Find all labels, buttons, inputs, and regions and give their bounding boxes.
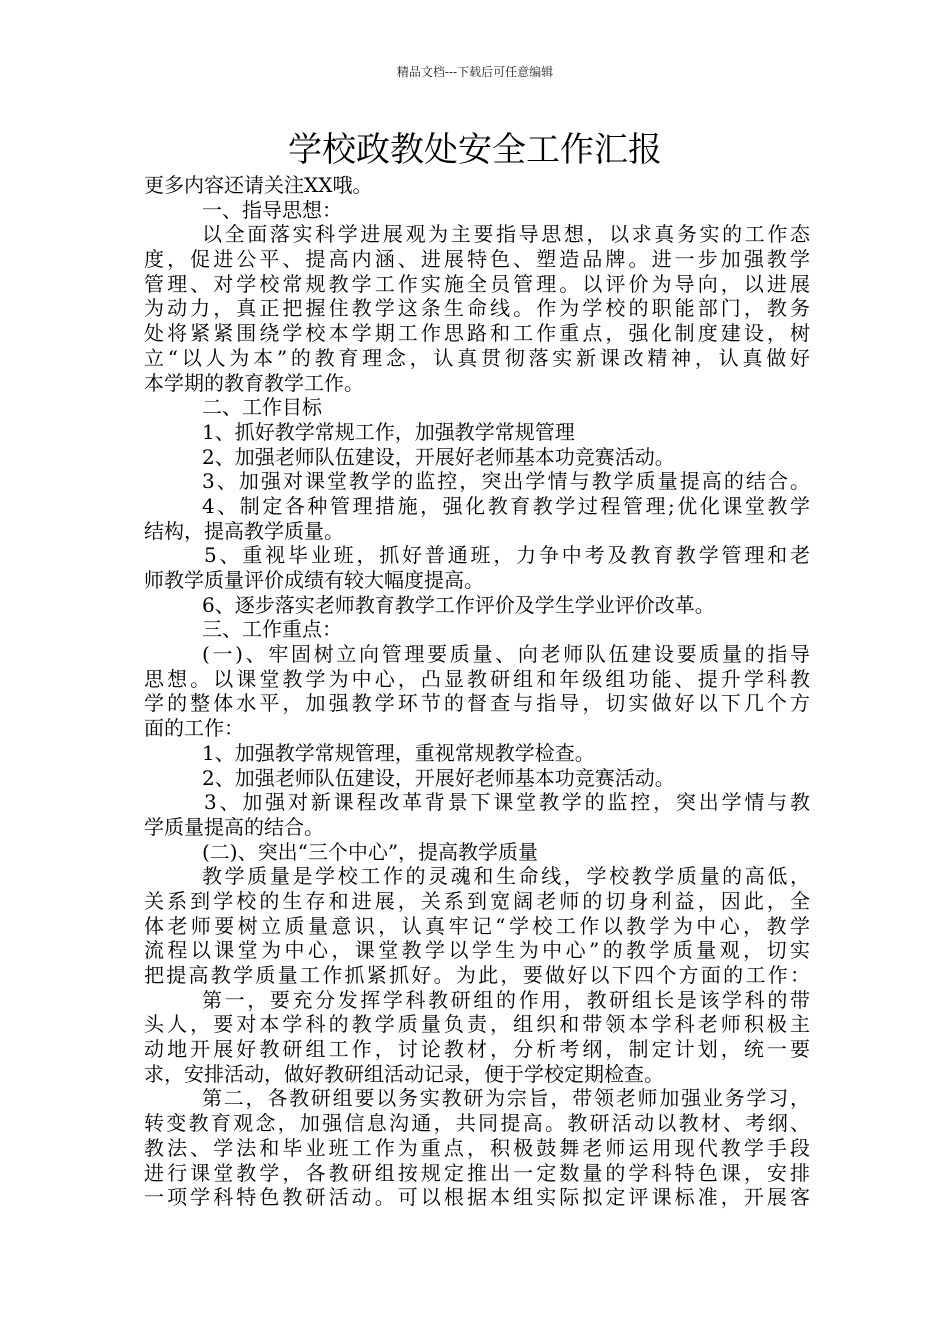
body-line: 思想。以课堂教学为中心，凸显教研组和年级组功能、提升学科教 (144, 666, 810, 691)
section-heading: 三、工作重点： (202, 617, 342, 642)
list-item: 1、加强教学常规管理，重视常规教学检查。 (202, 740, 595, 765)
body-line: 学质量提高的结合。 (144, 814, 324, 839)
body-line: 关系到学校的生存和进展，关系到宽阔老师的切身利益，因此，全 (144, 888, 810, 913)
body-line: 立“以人为本”的教育理念，认真贯彻落实新课改精神，认真做好 (144, 345, 810, 370)
list-item: 3、加强对新课程改革背景下课堂教学的监控，突出学情与教 (204, 790, 810, 815)
body-line: 第二，各教研组要以务实教研为宗旨，带领老师加强业务学习， (202, 1086, 810, 1111)
list-item: 4、制定各种管理措施，强化教育教学过程管理;优化课堂教学 (202, 493, 810, 518)
list-item: 5、重视毕业班，抓好普通班，力争中考及教育教学管理和老 (204, 543, 810, 568)
body-line: (一)、牢固树立向管理要质量、向老师队伍建设要质量的指导 (202, 642, 810, 667)
body-line: 教法、学法和毕业班工作为重点，积极鼓舞老师运用现代教学手段 (144, 1135, 810, 1160)
section-heading: 二、工作目标 (202, 395, 322, 420)
list-item: 2、加强老师队伍建设，开展好老师基本功竞赛活动。 (202, 444, 675, 469)
list-item: 6、逐步落实老师教育教学工作评价及学生学业评价改革。 (202, 592, 715, 617)
body-line: 把提高教学质量工作抓紧抓好。为此，要做好以下四个方面的工作： (144, 963, 810, 987)
body-line: 一项学科特色教研活动。可以根据本组实际拟定评课标准，开展客 (144, 1185, 810, 1210)
body-line: 学的整体水平，加强教学环节的督查与指导，切实做好以下几个方 (144, 691, 810, 716)
body-line: 度，促进公平、提高内涵、进展特色、塑造品牌。进一步加强教学 (144, 247, 810, 272)
list-item: 3、加强对课堂教学的监控，突出学情与教学质量提高的结合。 (202, 469, 810, 494)
section-heading: 一、指导思想： (202, 197, 342, 222)
body-line: 转变教育观念，加强信息沟通，共同提高。教研活动以教材、考纲、 (144, 1111, 810, 1136)
body-line: 进行课堂教学，各教研组按规定推出一定数量的学科特色课，安排 (144, 1160, 810, 1185)
body-line: 流程以课堂为中心，课堂教学以学生为中心”的教学质量观，切实 (144, 938, 810, 963)
body-line: 体老师要树立质量意识，认真牢记“学校工作以教学为中心，教学 (144, 913, 810, 938)
body-line: 头人，要对本学科的教学质量负责，组织和带领本学科老师积极主 (144, 1012, 810, 1037)
body-line: 以全面落实科学进展观为主要指导思想，以求真务实的工作态 (202, 222, 810, 247)
body-line: 教学质量是学校工作的灵魂和生命线，学校教学质量的高低， (202, 864, 810, 889)
body-line: 求，安排活动，做好教研组活动记录，便于学校定期检查。 (144, 1061, 664, 1086)
body-line: 管理、对学校常规教学工作实施全员管理。以评价为导向，以进展 (144, 271, 810, 296)
list-item: 2、加强老师队伍建设，开展好老师基本功竞赛活动。 (202, 765, 675, 790)
body-line: 面的工作： (144, 716, 244, 741)
body-line: 第一，要充分发挥学科教研组的作用，教研组长是该学科的带 (202, 987, 810, 1012)
body-line: 本学期的教育教学工作。 (144, 370, 364, 395)
body-line: 动地开展好教研组工作，讨论教材，分析考纲，制定计划，统一要 (144, 1037, 810, 1062)
body-line: 师教学质量评价成绩有较大幅度提高。 (144, 568, 484, 592)
body-line: 处将紧紧围绕学校本学期工作思路和工作重点，强化制度建设，树 (144, 321, 810, 346)
document-body (144, 173, 810, 1210)
header-note: 精品文档---下载后可任意编辑 (396, 65, 554, 79)
section-heading: (二)、突出“三个中心”，提高教学质量 (202, 839, 539, 864)
list-item: 1、抓好教学常规工作，加强教学常规管理 (202, 419, 575, 444)
document-title: 学校政教处安全工作汇报 (288, 130, 662, 170)
body-line: 为动力，真正把握住教学这条生命线。作为学校的职能部门，教务 (144, 296, 810, 321)
intro-line: 更多内容还请关注XX哦。 (144, 173, 373, 197)
body-line: 结构，提高教学质量。 (144, 518, 344, 543)
